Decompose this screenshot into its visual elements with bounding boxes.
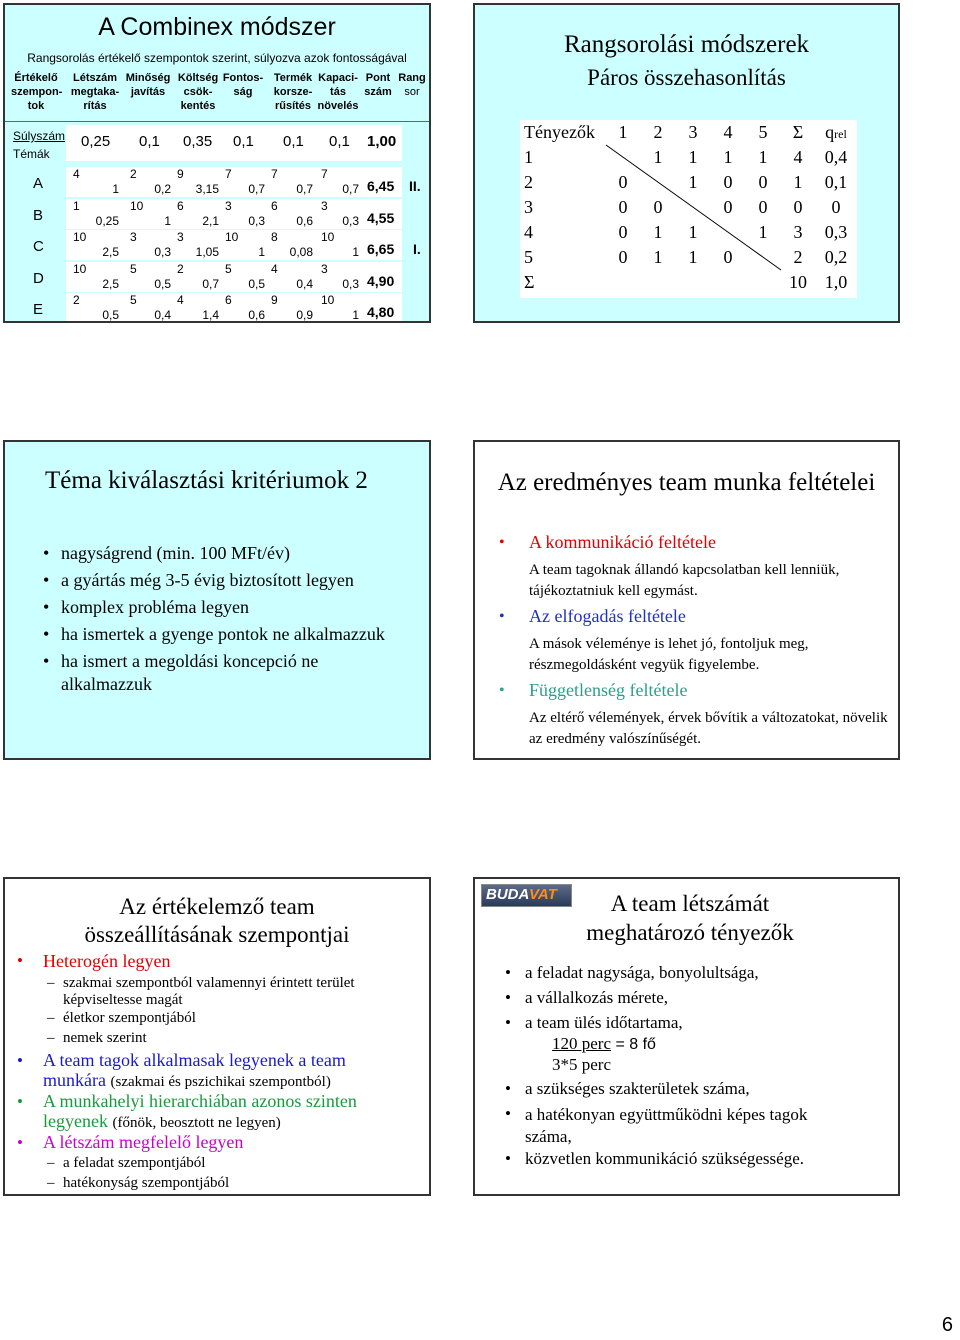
- bullet-icon: •: [505, 1104, 511, 1123]
- list-item: közvetlen kommunikáció szükségessége.: [525, 1149, 805, 1168]
- table-cell: 0: [723, 172, 733, 192]
- raw-score: 10: [321, 293, 335, 307]
- table-cell: 1: [653, 247, 663, 267]
- table-cell: 1: [758, 222, 768, 242]
- bullet-icon: •: [43, 543, 50, 563]
- dash-icon: –: [47, 1010, 55, 1026]
- weighted-score: 1: [164, 213, 171, 228]
- q-value: 0,4: [824, 147, 848, 167]
- q-value: 1,0: [824, 272, 848, 292]
- weight-value: 0,1: [139, 133, 160, 150]
- list-item: • ha ismert a megoldási koncepció ne alkalmazzuk: [43, 651, 319, 694]
- sub-item: nemek szerint: [63, 1030, 147, 1046]
- weighted-score: 0,08: [289, 245, 313, 259]
- raw-score: 6: [225, 293, 232, 307]
- sub-item: szakmai szempontból valamennyi érintett terület képviseltesse magát: [63, 975, 355, 1008]
- list-item: a vállalkozás mérete,: [525, 988, 669, 1007]
- raw-score: 7: [321, 167, 328, 181]
- dash-icon: –: [47, 1030, 55, 1046]
- list-item: • a gyártás még 3-5 évig biztosított legyen: [43, 570, 354, 590]
- bullet-icon: •: [499, 682, 505, 699]
- row-label: 3: [524, 197, 533, 217]
- bullet-icon: •: [43, 624, 50, 644]
- topic-label: B: [33, 206, 44, 224]
- q-value: 0,1: [824, 172, 848, 192]
- pairwise-table: [520, 120, 857, 298]
- header-criteria: Értékelő szempon- tok: [11, 72, 63, 112]
- weighted-score: 1: [352, 308, 359, 322]
- table-cell: 1: [653, 222, 663, 242]
- raw-score: 3: [321, 261, 328, 276]
- point-total: 4,55: [367, 209, 395, 226]
- sub-item: a feladat szempontjából: [63, 1155, 206, 1171]
- raw-score: 4: [73, 167, 80, 181]
- q-value: 0,3: [824, 222, 848, 242]
- weight-label: Súlyszám: [13, 129, 66, 143]
- table-cell: 0: [653, 197, 663, 217]
- header-quality: Minőség javítás: [125, 72, 171, 98]
- bullet-icon: •: [499, 608, 505, 625]
- header-cell: 4: [723, 122, 733, 142]
- rank: II.: [409, 178, 421, 194]
- weighted-score: 0,5: [154, 276, 171, 291]
- raw-score: 2: [130, 167, 137, 181]
- slide-title: A Combinex módszer: [98, 13, 336, 41]
- q-subscript: rel: [834, 127, 847, 141]
- slide-topic-criteria: [3, 440, 431, 760]
- raw-score: 10: [130, 198, 144, 213]
- slide-team-conditions: [473, 440, 900, 760]
- weighted-score: 0,6: [248, 308, 265, 322]
- header-staff-saving: Létszám megtaka- rítás: [70, 72, 120, 112]
- table-cell: 1: [688, 222, 698, 242]
- table-cell: 1: [793, 172, 803, 192]
- table-cell: 0: [618, 172, 628, 192]
- header-cell: Tényezők: [524, 122, 595, 142]
- topic-label: A: [33, 175, 44, 192]
- dash-icon: –: [47, 1155, 55, 1171]
- header-cell: 5: [758, 122, 768, 142]
- table-cell: 1: [723, 147, 733, 167]
- raw-score: 10: [73, 261, 87, 276]
- weighted-score: 0,3: [154, 245, 171, 259]
- header-cell: 2: [653, 122, 663, 142]
- point-total: 6,45: [367, 178, 395, 194]
- table-cell: 0: [618, 247, 628, 267]
- point-total: 4,80: [367, 304, 395, 320]
- list-item: a szükséges szakterületek száma,: [525, 1079, 750, 1098]
- weighted-score: 0,7: [342, 182, 359, 196]
- header-cost: Költség csök- kentés: [177, 72, 219, 112]
- slide-title: A team létszámát meghatározó tényezők: [586, 891, 794, 945]
- topic-label: D: [33, 269, 44, 287]
- slide-pairwise: [473, 3, 900, 323]
- weighted-score: 2,5: [102, 245, 119, 259]
- row-label: 1: [524, 147, 533, 167]
- bullet-icon: •: [505, 1013, 511, 1032]
- raw-score: 2: [177, 261, 184, 276]
- raw-score: 6: [177, 198, 184, 213]
- weighted-score: 0,3: [342, 276, 359, 291]
- sub-item: életkor szempontjából: [63, 1010, 196, 1026]
- bullet-icon: •: [17, 1133, 23, 1152]
- raw-score: 7: [225, 167, 232, 181]
- weighted-score: 0,25: [95, 213, 119, 228]
- header-rank: Rang sor: [398, 72, 426, 98]
- slide-team-composition: [3, 877, 431, 1196]
- weighted-score: 2,5: [102, 276, 119, 291]
- raw-score: 7: [271, 167, 278, 181]
- weighted-score: 0,9: [296, 308, 313, 322]
- raw-score: 3: [321, 198, 328, 213]
- raw-score: 4: [177, 293, 184, 307]
- slide-subtitle: Páros összehasonlítás: [587, 65, 786, 90]
- dash-icon: –: [47, 1175, 55, 1191]
- weighted-score: 0,3: [342, 213, 359, 228]
- list-item: a feladat nagysága, bonyolultsága,: [525, 963, 759, 982]
- table-cell: 0: [723, 197, 733, 217]
- bullet-icon: •: [505, 963, 511, 982]
- slide-title: Az eredményes team munka feltételei: [497, 469, 876, 496]
- list-item: a team ülés időtartama,: [525, 1013, 683, 1032]
- page-number: 6: [941, 1314, 953, 1336]
- raw-score: 1: [73, 198, 80, 213]
- header-points: Pont szám: [364, 72, 392, 98]
- criterion-heading: Heterogén legyen: [43, 951, 171, 971]
- raw-score: 3: [177, 230, 184, 244]
- header-cell: 3: [688, 122, 698, 142]
- condition-heading: Az elfogadás feltétele: [529, 606, 686, 626]
- table-cell: 1: [688, 172, 698, 192]
- criterion-heading: A létszám megfelelő legyen: [43, 1132, 244, 1152]
- header-cell: Σ: [792, 122, 804, 142]
- table-cell: 0: [618, 197, 628, 217]
- q-value: 0: [831, 197, 841, 217]
- slide-team-size: [473, 877, 900, 1196]
- bullet-icon: •: [43, 651, 50, 671]
- rank: I.: [413, 241, 421, 257]
- table-cell: 0: [793, 197, 803, 217]
- list-item: a hatékonyan együttműködni képes tagok száma,: [525, 1105, 808, 1146]
- raw-score: 10: [225, 230, 239, 244]
- table-cell: 10: [789, 272, 807, 292]
- table-cell: 4: [793, 147, 803, 167]
- weighted-score: 1: [112, 182, 119, 196]
- weighted-score: 1,4: [202, 308, 219, 322]
- raw-score: 6: [271, 198, 278, 213]
- row-label: 2: [524, 172, 533, 192]
- raw-score: 5: [130, 293, 137, 307]
- point-total: 4,90: [367, 272, 395, 289]
- header-cell: qrel: [825, 122, 847, 142]
- header-modernization: Termék korsze- rűsítés: [273, 72, 313, 112]
- weight-total: 1,00: [367, 133, 397, 150]
- condition-text: Az eltérő vélemények, érvek bővítik a változatokat, növelik az eredmény valószínűségét.: [529, 710, 888, 747]
- raw-score: 3: [225, 198, 232, 213]
- condition-heading: Függetlenség feltétele: [529, 680, 688, 700]
- bullet-icon: •: [505, 988, 511, 1007]
- weight-value: 0,1: [329, 133, 350, 150]
- slide-title: Rangsorolási módszerek: [563, 31, 810, 58]
- table-cell: 1: [688, 147, 698, 167]
- weighted-score: 0,4: [154, 308, 171, 322]
- condition-heading: A kommunikáció feltétele: [529, 532, 716, 552]
- table-cell: 3: [793, 222, 803, 242]
- slide-combinex: [3, 3, 431, 323]
- header-cell: 1: [618, 122, 628, 142]
- table-cell: 1: [653, 147, 663, 167]
- raw-score: 5: [130, 261, 137, 276]
- bullet-icon: •: [43, 597, 50, 617]
- budavat-logo: BUDA VAT: [481, 884, 572, 907]
- slide-subtitle: Rangsorolás értékelő szempontok szerint, súlyozva azok fontosságával: [27, 51, 407, 65]
- bullet-icon: •: [505, 1149, 511, 1168]
- list-item: • ha ismertek a gyenge pontok ne alkalmazzuk: [43, 624, 385, 644]
- bullet-icon: •: [499, 534, 505, 551]
- row-label: 5: [524, 247, 533, 267]
- weighted-score: 1: [352, 245, 359, 259]
- criteria-list: [43, 542, 403, 700]
- raw-score: 9: [177, 167, 184, 181]
- topic-label: E: [33, 301, 44, 318]
- bullet-icon: •: [43, 570, 50, 590]
- dash-icon: –: [47, 975, 55, 991]
- sub-item: hatékonyság szempontjából: [63, 1175, 230, 1191]
- weight-value: 0,25: [81, 133, 111, 150]
- criterion-heading: A munkahelyi hierarchiában azonos szinten legyenek (főnök, beosztott ne legyen): [43, 1091, 357, 1131]
- weighted-score: 0,5: [248, 276, 265, 291]
- bullet-icon: •: [17, 1051, 23, 1070]
- weighted-score: 1,05: [195, 245, 219, 259]
- condition-text: A team tagoknak állandó kapcsolatban kell lenniük, tájékoztatniuk kell egymást.: [529, 562, 840, 599]
- list-item: • komplex probléma legyen: [43, 597, 249, 617]
- divider: [5, 121, 429, 122]
- weighted-score: 0,4: [296, 276, 313, 291]
- weighted-score: 0,2: [154, 182, 171, 196]
- weighted-score: 0,3: [248, 213, 265, 228]
- raw-score: 5: [225, 261, 232, 276]
- topic-label: C: [33, 238, 44, 255]
- bullet-icon: •: [17, 1092, 23, 1111]
- topics-label: Témák: [13, 147, 50, 161]
- weighted-score: 1: [258, 245, 265, 259]
- condition-text: A mások véleménye is lehet jó, fontoljuk meg, részmegoldásként vegyük figyelembe.: [529, 636, 809, 673]
- raw-score: 10: [73, 230, 87, 244]
- weighted-score: 0,7: [296, 182, 313, 196]
- table-cell: 0: [758, 172, 768, 192]
- header-capacity: Kapaci- tás növelés: [317, 72, 359, 112]
- time-line: 3*5 perc: [552, 1055, 612, 1074]
- bullet-icon: •: [505, 1079, 511, 1098]
- table-cell: 0: [618, 222, 628, 242]
- header-importance: Fontos- ság: [222, 72, 264, 98]
- weight-value: 0,35: [183, 133, 213, 150]
- row-label: 4: [524, 222, 533, 242]
- criterion-heading: A team tagok alkalmasak legyenek a team munkára (szakmai és pszichikai szempontból): [43, 1050, 346, 1090]
- raw-score: 3: [130, 230, 137, 244]
- point-total: 6,65: [367, 241, 395, 257]
- raw-score: 4: [271, 261, 278, 276]
- time-line: 120 perc = 8 fő: [552, 1034, 656, 1053]
- row-label: Σ: [524, 272, 535, 292]
- raw-score: 2: [73, 293, 80, 307]
- weighted-score: 0,6: [296, 213, 313, 228]
- weight-value: 0,1: [233, 133, 254, 150]
- q-value: 0,2: [824, 247, 848, 267]
- weight-value: 0,1: [283, 133, 304, 150]
- weighted-score: 2,1: [202, 213, 219, 228]
- slide-title: Az értékelemző team összeállításának szempontjai: [84, 894, 350, 947]
- weighted-score: 3,15: [195, 182, 219, 196]
- bullet-icon: •: [17, 951, 23, 970]
- table-cell: 2: [793, 247, 803, 267]
- slide-title: Téma kiválasztási kritériumok 2: [45, 467, 368, 494]
- raw-score: 8: [271, 230, 278, 244]
- table-cell: 1: [688, 247, 698, 267]
- table-cell: 0: [723, 247, 733, 267]
- list-item: • nagyságrend (min. 100 MFt/év): [43, 543, 290, 563]
- raw-score: 9: [271, 293, 278, 307]
- raw-score: 10: [321, 230, 335, 244]
- table-cell: 1: [758, 147, 768, 167]
- weighted-score: 0,7: [202, 276, 219, 291]
- weighted-score: 0,5: [102, 308, 119, 322]
- weighted-score: 0,7: [248, 182, 265, 196]
- table-cell: 0: [758, 197, 768, 217]
